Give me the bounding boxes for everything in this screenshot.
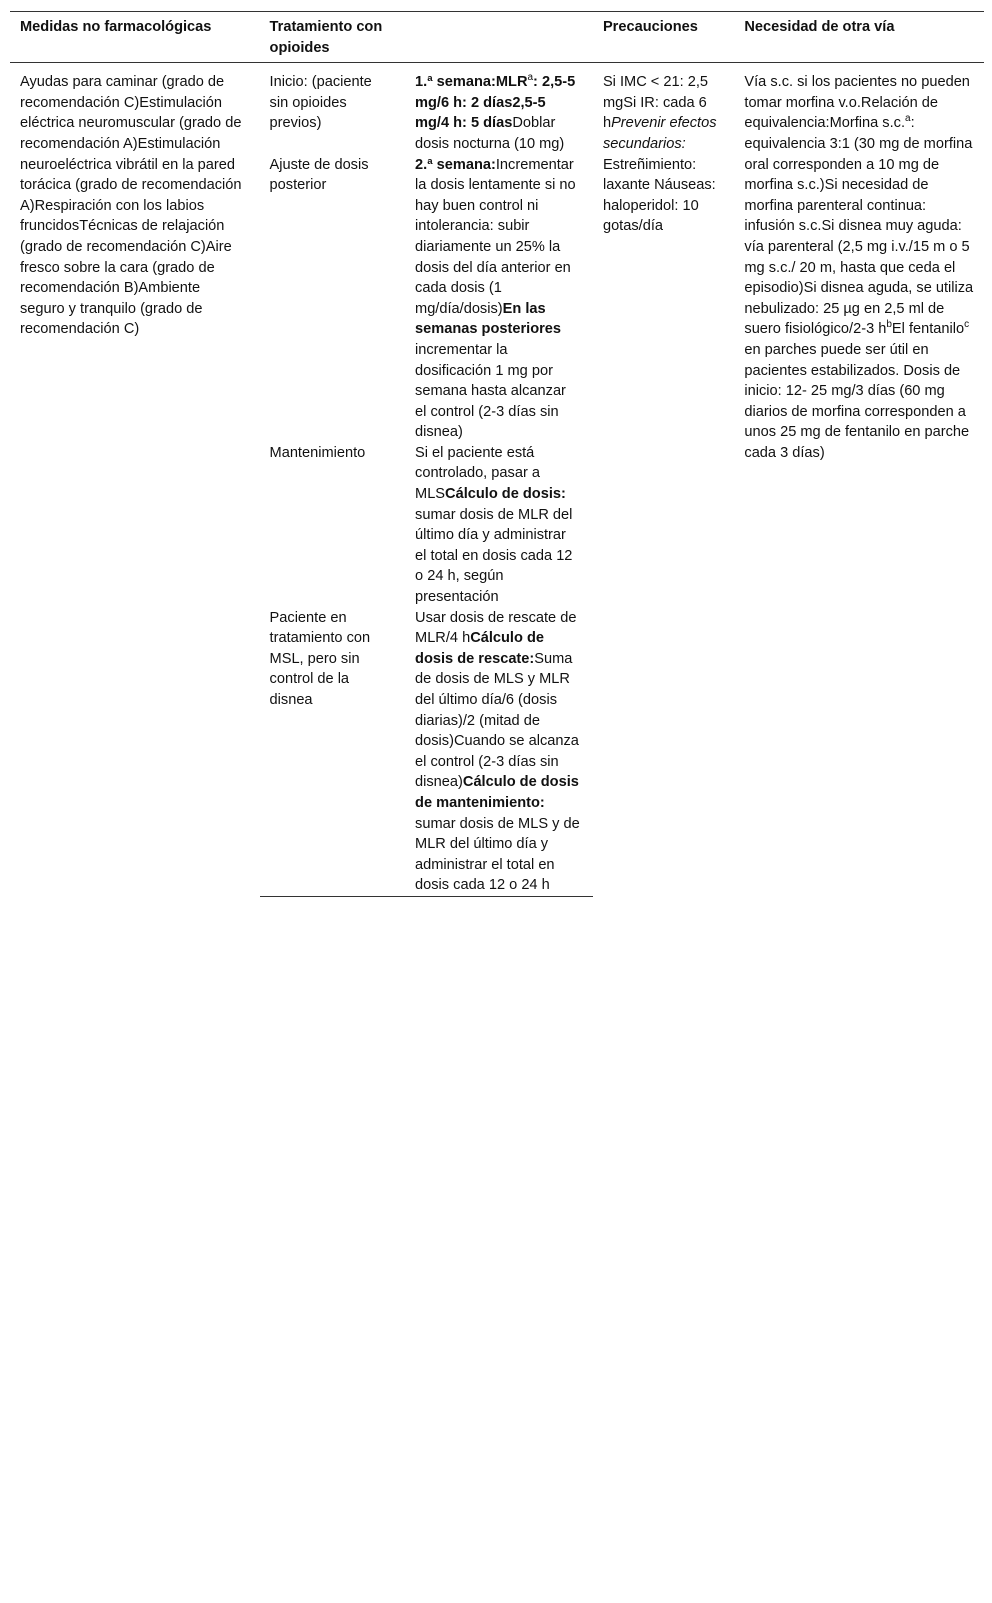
header-other-route: Necesidad de otra vía — [744, 19, 895, 35]
other-route-cell — [734, 63, 984, 897]
dose-cell — [405, 608, 593, 897]
dose-cell — [405, 63, 593, 155]
stage-label-ajuste: Ajuste de dosis posterior — [269, 156, 369, 194]
stage-cell — [260, 63, 405, 155]
dose-ajuste: 2.ª semana:Incrementar la dosis lentamente si no hay buen control ni intolerancia: subir diariamente un 25% la dosis del día anterior en cada dosis (1 mg/día/dosis)En las semanas posteriores incrementar la dosificación 1 mg por semana hasta alcanzar el control (2-3 días sin disnea) — [415, 156, 576, 441]
other-route-text: Vía s.c. si los pacientes no pueden tomar morfina v.o.Relación de equivalencia:Morfina s.c.$^a$: equivalencia 3:1 (30 mg de morfina oral corresponden a 10 mg de morfina s.c.)Si necesidad de morfina parenteral continua: infusión s.c.Si disnea muy aguda: vía parenteral (2,5 mg i.v./15 m o 5 mg s.c./ 20 m, hasta que ceda el episodio)Si disnea aguda, se utiliza nebulizado: 25 µg en 2,5 ml de suero fisiológico/2-3 $h^bEl$ fentanilo$^c$ en parches puede ser útil en pacientes estabilizados. Dosis de inicio: 12- 25 mg/3 días (60 mg diarios de morfina corresponden a unos 25 mg de fentanilo en parche cada 3 días) — [744, 74, 974, 461]
stage-cell — [260, 443, 405, 608]
table-header-row — [10, 12, 984, 63]
stage-cell — [260, 608, 405, 897]
header-non-pharm: Medidas no farmacológicas — [20, 19, 212, 35]
dose-inicio: 1.ª semana:MLR$^a$: 2,5-5 mg/6 h: 2 días2,5-5 mg/4 h: 5 díasDoblar dosis nocturna (10 mg) — [415, 72, 576, 152]
header-dose — [405, 12, 593, 63]
precautions-text: Si IMC < 21: 2,5 mgSi IR: cada 6 hPrevenir efectos secundarios: Estreñimiento: laxante Náuseas: haloperidol: 10 gotas/día — [602, 74, 717, 235]
header-opioid-treatment: Tratamiento con opioides — [269, 19, 383, 56]
stage-label-inicio: Inicio: (paciente sin opioides previos) — [269, 74, 372, 132]
stage-label-msl: Paciente en tratamiento con MSL, pero sin control de la disnea — [269, 609, 371, 708]
dose-cell — [405, 443, 593, 608]
non-pharm-cell — [10, 63, 260, 897]
header-precautions: Precauciones — [602, 19, 698, 35]
stage-cell — [260, 155, 405, 443]
table-row — [10, 63, 984, 155]
stage-label-mantenimiento: Mantenimiento — [269, 444, 366, 461]
opioid-treatment-table — [10, 11, 984, 897]
dose-cell — [405, 155, 593, 443]
dose-mantenimiento: Si el paciente está controlado, pasar a MLSCálculo de dosis: sumar dosis de MLR del último día y administrar el total en dosis cada 12 o 24 h, según presentación — [415, 444, 573, 606]
non-pharm-text: Ayudas para caminar (grado de recomendación C)Estimulación eléctrica neuromuscular (grado de recomendación A)Estimulación neuroeléctrica vibrátil en la pared torácica (grado de recomendación A)Respiración con los labios fruncidosTécnicas de relajación (grado de recomendación C)Aire fresco sobre la cara (grado de recomendación B)Ambiente seguro y tranquilo (grado de recomendación C) — [20, 74, 242, 338]
precautions-cell — [593, 63, 734, 897]
dose-msl: Usar dosis de rescate de MLR/4 hCálculo de dosis de rescate:Suma de dosis de MLS y MLR del último día/6 (dosis diarias)/2 (mitad de dosis)Cuando se alcanza el control (2-3 días sin disnea)Cálculo de dosis de mantenimiento: sumar dosis de MLS y de MLR del último día y administrar el total en dosis cada 12 o 24 h — [415, 609, 580, 894]
